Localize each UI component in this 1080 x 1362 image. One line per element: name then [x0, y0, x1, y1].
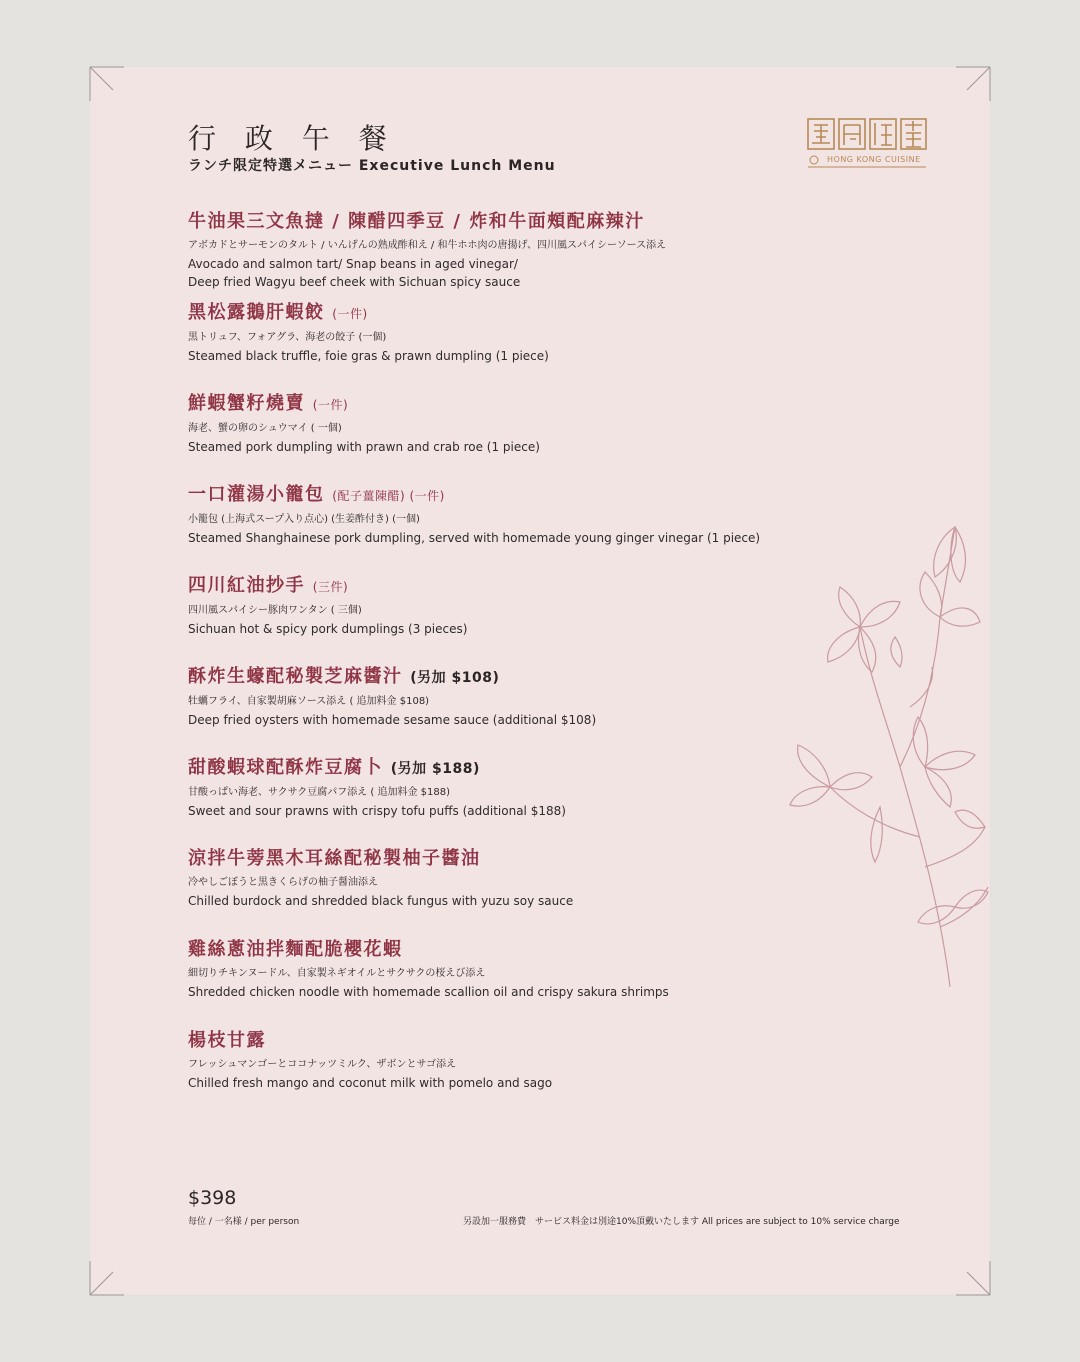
dish-name-en: Shredded chicken noodle with homemade scallion oil and crispy sakura shrimps — [188, 985, 669, 999]
dish-name-zh: 一口灌湯小籠包 (配子薑陳醋) (一件) — [188, 484, 445, 505]
dish-name-zh: 黑松露鵝肝蝦餃 (一件) — [188, 302, 368, 323]
dish-name-zh: 四川紅油抄手 (三件) — [188, 575, 349, 596]
corner-ornament-top-right — [955, 66, 991, 102]
dish-name-zh: 酥炸生蠔配秘製芝麻醬汁 (另加 $108) — [188, 666, 500, 687]
dish-name-ja: 牡蠣フライ、自家製胡麻ソース添え ( 追加料金 $108) — [188, 696, 430, 707]
dish-quantity-note: (三件) — [312, 580, 349, 594]
menu-item — [188, 1028, 828, 1119]
menu-item — [188, 937, 828, 1028]
dish-name-en: Chilled fresh mango and coconut milk with pomelo and sago — [188, 1076, 553, 1090]
dish-name-zh: 牛油果三文魚撻 / 陳醋四季豆 / 炸和牛面頰配麻辣汁 — [188, 211, 645, 232]
logo-caption: HONG KONG CUISINE — [827, 155, 921, 164]
dish-quantity-note: (一件) — [312, 398, 349, 412]
dish-name-en: Sichuan hot & spicy pork dumplings (3 pieces) — [188, 622, 468, 636]
menu-item — [188, 573, 828, 664]
dish-name-en: Sweet and sour prawns with crispy tofu puffs (additional $188) — [188, 804, 566, 818]
corner-ornament-bottom-right — [955, 1260, 991, 1296]
menu-card — [90, 67, 990, 1295]
service-charge-note: 另設加一服務費 サービス料金は別途10%頂戴いたします All prices are subject to 10% service charge — [463, 1217, 900, 1227]
dish-name-en: Deep fried oysters with homemade sesame sauce (additional $108) — [188, 713, 597, 727]
menu-subtitle: ランチ限定特選メニュー Executive Lunch Menu — [188, 158, 556, 174]
menu-title: 行 政 午 餐 — [188, 122, 397, 155]
menu-item — [188, 391, 828, 482]
dish-name-zh: 楊枝甘露 — [188, 1030, 266, 1051]
dish-name-en: Chilled burdock and shredded black fungus with yuzu soy sauce — [188, 894, 574, 908]
dish-quantity-note: (一件) — [332, 307, 368, 321]
price-unit: 每位 / 一名様 / per person — [188, 1217, 300, 1227]
dish-name-ja: アボカドとサーモンのタルト / いんげんの熟成酢和え / 和牛ホホ肉の唐揚げ、四川風スパイシーソース添え — [188, 240, 667, 251]
dish-name-zh: 鮮蝦蟹籽燒賣 (一件) — [188, 393, 349, 414]
menu-item — [188, 482, 828, 573]
dish-name-ja: 冷やしごぼうと黒きくらげの柚子醤油添え — [188, 877, 378, 888]
dish-name-ja: 細切りチキンヌードル、自家製ネギオイルとサクサクの桜えび添え — [188, 968, 486, 979]
set-price: $398 — [188, 1187, 237, 1209]
corner-ornament-bottom-left — [89, 1260, 125, 1296]
dish-name-zh: 甜酸蝦球配酥炸豆腐卜 (另加 $188) — [188, 757, 480, 778]
dish-name-ja: フレッシュマンゴーとココナッツミルク、ザボンとサゴ添え — [188, 1059, 457, 1070]
dish-name-en: Steamed Shanghainese pork dumpling, served with homemade young ginger vinegar (1 piece) — [188, 531, 761, 545]
dish-name-en-line2: Deep fried Wagyu beef cheek with Sichuan spicy sauce — [188, 275, 521, 289]
menu-item — [188, 300, 828, 391]
dish-name-zh: 涼拌牛蒡黑木耳絲配秘製柚子醬油 — [188, 848, 481, 869]
dish-name-en: Steamed black truffle, foie gras & prawn dumpling (1 piece) — [188, 349, 549, 363]
dish-quantity-note: (配子薑陳醋) (一件) — [332, 489, 445, 503]
dish-surcharge: (另加 $108) — [410, 670, 500, 686]
menu-item — [188, 846, 828, 937]
menu-item — [188, 755, 828, 846]
menu-item — [188, 209, 828, 300]
dish-name-ja: 四川風スパイシー豚肉ワンタン ( 三個) — [188, 605, 362, 616]
dish-surcharge: (另加 $188) — [390, 761, 480, 777]
dish-name-zh: 雞絲蔥油拌麵配脆櫻花蝦 — [188, 939, 403, 960]
dish-name-ja: 甘酸っぱい海老、サクサク豆腐パフ添え ( 追加料金 $188) — [188, 787, 450, 798]
dish-name-en: Steamed pork dumpling with prawn and crab roe (1 piece) — [188, 440, 540, 454]
dish-name-ja: 小籠包 (上海式スープ入り点心) (生姜酢付き) (一個) — [188, 514, 420, 525]
corner-ornament-top-left — [89, 66, 125, 102]
dish-name-ja: 海老、蟹の卵のシュウマイ ( 一個) — [188, 423, 342, 434]
dish-name-en: Avocado and salmon tart/ Snap beans in aged vinegar/ — [188, 257, 518, 271]
dish-name-ja: 黒トリュフ、フォアグラ、海老の餃子 (一個) — [188, 332, 387, 343]
menu-items — [188, 209, 828, 1119]
menu-item — [188, 664, 828, 755]
